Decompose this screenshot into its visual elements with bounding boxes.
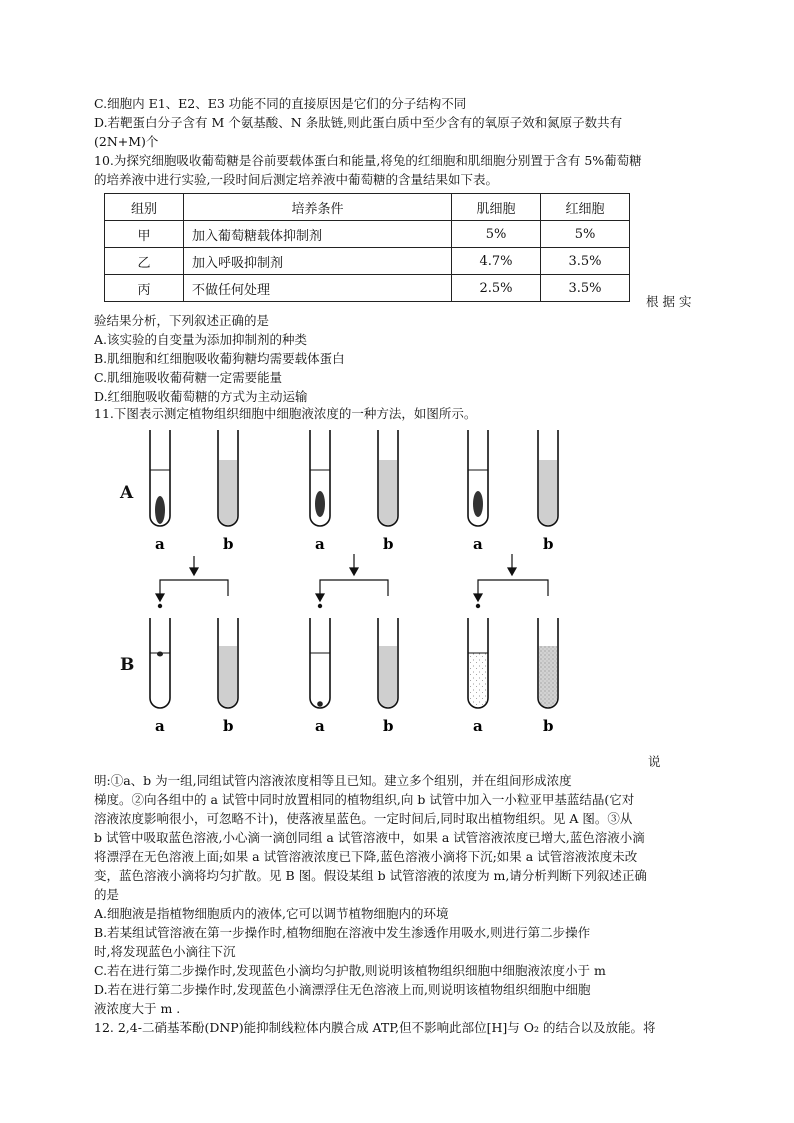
results-table: [104, 193, 630, 302]
question-11-stem: 11.下图表示测定植物组织细胞中细胞液浓度的一种方法，如图所示。: [94, 406, 477, 421]
plant-tissue: [315, 491, 325, 517]
row-a-label: A: [120, 483, 134, 503]
blue-solution: [539, 646, 557, 707]
down-arrow-icon: [156, 594, 164, 601]
question-10-stem: 10.为探究细胞吸收葡萄糖是谷前要载体蛋白和能量,将兔的红细胞和肌细胞分别置于含有 5%葡萄糖: [94, 153, 642, 168]
row-a-group-2: [310, 430, 398, 553]
explanation-line: 变，蓝色溶液小滴将均匀扩散。见 B 图。假设某组 b 试管溶液的浓度为 m,请分析判断下列叙述正确: [94, 868, 647, 883]
explanation-line: 明:①a、b 为一组,同组试管内溶液浓度相等且已知。建立多个组别，并在组间形成浓度: [94, 773, 572, 788]
explanation-line: 的是: [94, 887, 120, 902]
after-table-text: 根 据 实: [646, 294, 692, 309]
table-row: [105, 221, 630, 248]
table-row: [105, 275, 630, 302]
down-arrow-icon: [316, 594, 324, 601]
plant-tissue: [155, 496, 165, 524]
table-cell: 加入葡萄糖载体抑制剂: [184, 221, 452, 248]
option-d-q11-cont: 液浓度大于 m .: [94, 1001, 181, 1016]
row-b-group-3: [468, 604, 558, 735]
table-cell: 不做任何处理: [184, 275, 452, 302]
table-cell: 3.5%: [541, 248, 630, 275]
table-cell: 5%: [541, 221, 630, 248]
blue-solution: [379, 646, 397, 707]
option-c-q11: C.若在进行第二步操作时,发现蓝色小滴均匀护散,则说明该植物组织细胞中细胞液浓度小于 m: [94, 963, 606, 978]
option-b-q10: B.肌细胞和红细胞吸收葡狗糖均需要载体蛋白: [94, 351, 345, 366]
diffused-solution: [469, 653, 487, 707]
down-arrow-icon: [474, 594, 482, 601]
down-arrow-icon: [508, 568, 516, 575]
explanation-line: 溶液浓度影响很小，可忽略不计)，使落液星蓝色。一定时间后,同时取出植物组织。见 A 图。③从: [94, 811, 633, 826]
option-a-q11: A.细胞液是指植物细胞质内的液体,它可以调节植物细胞内的环境: [94, 906, 449, 921]
option-d-q9-cont: (2N+M)个: [94, 134, 159, 149]
tube-label-a: a: [473, 717, 483, 735]
tube-label-b: b: [543, 535, 554, 553]
table-cell: 加入呼吸抑制剂: [184, 248, 452, 275]
option-c-q9: C.细胞内 E1、E2、E3 功能不同的直接原因是它们的分子结构不同: [94, 96, 467, 111]
tube-label-b: b: [223, 535, 234, 553]
blue-solution: [219, 460, 237, 525]
tube-label-b: b: [383, 717, 394, 735]
tube-label-b: b: [383, 535, 394, 553]
row-b-label: B: [120, 655, 135, 675]
blue-droplet-floating: [157, 652, 163, 657]
blue-droplet-sunk: [317, 701, 323, 707]
table-header: 培养条件: [184, 194, 452, 221]
explanation-line: 将漂浮在无色溶液上面;如果 a 试管溶液浓度已下降,蓝色溶液小滴将下沉;如果 a 试管溶液浓度未改: [94, 849, 638, 864]
table-cell: 丙: [105, 275, 184, 302]
question-10-prompt: 验结果分析，下列叙述正确的是: [94, 313, 270, 328]
table-cell: 甲: [105, 221, 184, 248]
table-cell: 2.5%: [452, 275, 541, 302]
test-tube-a: [150, 618, 170, 708]
row-b-group-2: [310, 604, 398, 735]
table-row: [105, 248, 630, 275]
blue-droplet: [158, 604, 162, 608]
tube-label-a: a: [155, 717, 165, 735]
plant-tissue: [473, 491, 483, 517]
table-cell: 3.5%: [541, 275, 630, 302]
tube-label-b: b: [543, 717, 554, 735]
tube-label-a: a: [155, 535, 165, 553]
blue-droplet: [318, 604, 322, 608]
blue-solution: [539, 460, 557, 525]
table-header: 肌细胞: [452, 194, 541, 221]
tube-label-a: a: [315, 535, 325, 553]
test-tube-figure: [100, 418, 600, 748]
blue-droplet: [476, 604, 480, 608]
table-cell: 4.7%: [452, 248, 541, 275]
row-a-group-1: [150, 430, 238, 553]
option-d-q9: D.若靶蛋白分子含有 M 个氨基酸、N 条肽链,则此蛋白质中至少含有的氧原子效和氮原子数共有: [94, 115, 623, 130]
option-d-q11: D.若在进行第二步操作时,发现蓝色小滴漂浮住无色溶液上而,则说明该植物组织细胞中细胞: [94, 982, 591, 997]
table-cell: 5%: [452, 221, 541, 248]
explanation-line: b 试管中吸取蓝色溶液,小心滴一滴创同组 a 试管溶液中，如果 a 试管溶液浓度已增大,蓝色溶液小滴: [94, 830, 645, 845]
blue-solution: [219, 646, 237, 707]
option-d-q10: D.红细胞吸收葡萄糖的方式为主动运输: [94, 389, 308, 404]
down-arrow-icon: [350, 568, 358, 575]
option-a-q10: A.该实验的自变量为添加抑制剂的种类: [94, 332, 308, 347]
table-header-row: [105, 194, 630, 221]
table-header: 红细胞: [541, 194, 630, 221]
table-header: 组别: [105, 194, 184, 221]
option-b-q11-cont: 时,将发现蓝色小滴往下沉: [94, 944, 236, 959]
explanation-lead: 说: [648, 754, 661, 769]
option-c-q10: C.肌细施吸收葡荷糖一定需要能量: [94, 370, 283, 385]
table-cell: 乙: [105, 248, 184, 275]
transfer-arrows: [156, 554, 548, 601]
row-a-group-3: [468, 430, 558, 553]
test-tube-a: [310, 618, 330, 708]
down-arrow-icon: [190, 568, 198, 575]
explanation-line: 梯度。②向各组中的 a 试管中同时放置相同的植物组织,向 b 试管中加入一小粒亚甲基蓝结晶(它对: [94, 792, 635, 807]
blue-solution: [379, 460, 397, 525]
tube-label-b: b: [223, 717, 234, 735]
question-12-stem: 12. 2,4-二硝基苯酚(DNP)能抑制线粒体内膜合成 ATP,但不影响此部位[H]与 O₂ 的结合以及放能。将: [94, 1020, 656, 1035]
tube-label-a: a: [473, 535, 483, 553]
option-b-q11: B.若某组试管溶液在第一步操作时,植物细胞在溶液中发生渗透作用吸水,则进行第二步操作: [94, 925, 591, 940]
tube-label-a: a: [315, 717, 325, 735]
row-b-group-1: [150, 604, 238, 735]
question-10-stem-cont: 的培养液中进行实验,一段时间后测定培养液中葡萄糖的含量结果如下表。: [94, 172, 498, 187]
